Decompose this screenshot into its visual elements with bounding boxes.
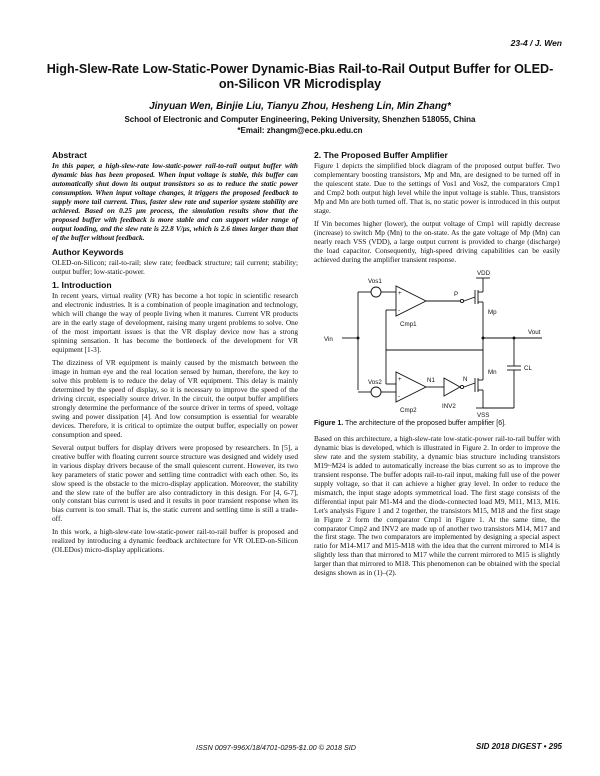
cl-label: CL xyxy=(524,365,532,373)
right-column xyxy=(314,150,560,582)
vdd-label: VDD xyxy=(477,270,491,278)
section2-paragraph-2: If Vin becomes higher (lower), the output voltage of Cmp1 will rapidly decrease (increase) to switch Mp (Mn) to the on-state. As the gate voltage of Mp (Mn) can nearly reach VSS (VDD), a large output current is provided to charge (discharge) the load capacitor. Consequently, high-speed driving capabilities can be easily achieved during the amplifier transient response. xyxy=(314,218,560,264)
circuit-diagram xyxy=(314,268,560,418)
vos1-label: Vos1 xyxy=(368,278,382,286)
paper-title: High-Slew-Rate Low-Static-Power Dynamic-Bias Rail-to-Rail Output Buffer for OLED-on-Silicon VR Microdisplay xyxy=(46,62,554,91)
email-line: *Email: zhangm@ece.pku.edu.cn xyxy=(237,125,363,135)
inv2-label: INV2 xyxy=(442,403,456,411)
vos2-source xyxy=(371,387,381,397)
figure-1-caption xyxy=(314,420,560,429)
section2-paragraph-1: Figure 1 depicts the simplified block diagram of the proposed output buffer. Two complementary boosting transistors, Mp and Mn, are designed to be turned off in the quiescent state. Due to the settings of Vos1 and Vos2, the comparators Cmp1 and Cmp2 both output high level while the input voltage is stable. Thus, transistors Mp and Mn are both turned off. That is, no static power is introduced in this output stage. xyxy=(314,161,560,215)
digest-footer: SID 2018 DIGEST • 295 xyxy=(476,742,562,751)
cmp1-plus-sign: + xyxy=(398,290,402,298)
caption-text: The architecture of the proposed buffer amplifier [6]. xyxy=(345,420,506,428)
affiliation xyxy=(40,115,560,136)
intro-paragraph-1: In recent years, virtual reality (VR) has become a hot topic in scientific research and electronic industries. It is a combination of people imagination and technology, which will change the way of people living when it matures. Current VR products are in the early stage of development, raising many urgent problems to solve. One of the most important issues is that the VR display device now has a strong spinning sensation. It has become the bottleneck of the development for VR equipment [1-3]. xyxy=(52,291,298,355)
caption-label: Figure 1. xyxy=(314,420,344,428)
inv2-triangle xyxy=(444,378,460,396)
affiliation-line: School of Electronic and Computer Engineering, Peking University, Shenzhen 518055, China xyxy=(124,115,476,124)
intro-paragraph-4: In this work, a high-slew-rate low-static-power rail-to-rail buffer is proposed and realized by introducing a dynamic feedback architecture for VR OLED-on-Silicon (OLEDos) micro-display applications. xyxy=(52,527,298,555)
vout-label: Vout xyxy=(528,329,541,337)
figure-1-circuit xyxy=(314,268,560,418)
p-node-label: P xyxy=(454,291,459,299)
intro-paragraph-3: Several output buffers for display drivers were proposed by researchers. In [5], a creative buffer with floating current source structure was designed and widely used in various display drivers because of the small quiescent current. However, its two key parameters of static power and settling time contradict with each other. So, its slow speed is the obstacle to the micro-display application. Moreover, the stability and the slew rate of the buffer are also contradictory in this design. For [4, 6-7], only constant bias current is used and it results in poor transient response when its bias current is too small. That is, the static current and settling time is still a trade-off. xyxy=(52,442,298,524)
n1-node-label: N1 xyxy=(427,377,435,385)
running-header: 23-4 / J. Wen xyxy=(510,38,562,48)
n-node-label: N xyxy=(463,376,468,384)
cmp1-minus-sign: - xyxy=(398,307,401,315)
intro-paragraph-2: The dizziness of VR equipment is mainly caused by the mismatch between the image in human eye and the real location sensed by human, therefore, the key to solve this problem is to reduce the delay of VR equipment. This delay is mainly determined by the speed of display, so it is necessary to improve the speed of the driving circuit, especially source driver. In the circuit, the output buffer amplifiers strongly determine the performance of the source driver in terms of speed, voltage swing and power dissipation [4]. And low consumption is essential for wearable devices. Therefore, it is critical to optimize the output buffer, especially on power consumption and speed. xyxy=(52,358,298,439)
cmp1-label: Cmp1 xyxy=(400,321,417,329)
mn-label: Mn xyxy=(488,369,497,377)
keywords-heading: Author Keywords xyxy=(52,246,124,257)
vin-label: Vin xyxy=(324,336,333,344)
section2-paragraph-3: Based on this architecture, a high-slew-rate low-static-power rail-to-rail buffer with dynamic bias is developed, which is illustrated in Figure 2. In order to improve the slew rate and the system stability, a dynamic bias structure including transistors M19~M24 is added to automatically increase the bias current so as to improve the transient response. The buffer adopts rail-to-rail input, making full use of the power supply voltage, so that it can achieve a higher gray level. In order to reduce the mismatch, the input stage adopts symmetrical load. The first stage consists of the differential input pair M1-M4 and the diode-connected load M9, M11, M13, M16. Let's analysis Figure 1 and 2 together, the transistors M15, M18 and the first stage in Figure 2 form the comparator Cmp1 in Figure 1. At the same time, the comparator Cmp2 and INV2 are made up of another two transistors M14, M17 and the first stage. The two comparators are implemented by designing a special aspect ratio for M14-M17 and M15-M18 with the idea that the current mirrored to M14 is slightly less than that mirrored to M17 while the current mirrored to M15 is slightly larger than that mirrored to M18. This phenomenon can be obtained with the special designs shown as in (1)–(2). xyxy=(314,433,560,578)
p-node xyxy=(460,300,463,303)
cmp2-minus-sign: - xyxy=(398,393,401,401)
vos1-source xyxy=(371,287,381,297)
abstract-heading: Abstract xyxy=(52,150,87,160)
vss-label: VSS xyxy=(477,412,490,419)
abstract-text: In this paper, a high-slew-rate low-static-power rail-to-rail output buffer with dynamic bias has been proposed. When input voltage is stable, this buffer can automatically shut down its output transistors so as to reduce the static power consumption. When input voltage changes, it triggers the proposed feedback to supply more tail current. Thus, faster slew rate and superior system stability are achieved. Based on 0.25 μm process, the simulation results show that the proposed buffer with feedback is more stable and can support wider range of output loading, and the slew rate is 22.8 V/μs, which is 2.6 times larger than that of the buffer without feedback. xyxy=(52,161,298,242)
intro-heading: 1. Introduction xyxy=(52,280,112,291)
mp-label: Mp xyxy=(488,309,497,317)
keywords-text: OLED-on-Silicon; rail-to-rail; slew rate; feedback structure; tail current; stability; output buffer; low-static-power. xyxy=(52,257,298,276)
cmp2-label: Cmp2 xyxy=(400,407,417,415)
issn-footer: ISSN 0097-996X/18/4701-0295-$1.00 © 2018 SID xyxy=(196,743,356,752)
author-list: Jinyuan Wen, Binjie Liu, Tianyu Zhou, Hesheng Lin, Min Zhang* xyxy=(149,101,451,112)
section2-heading: 2. The Proposed Buffer Amplifier xyxy=(314,150,448,160)
left-column xyxy=(52,150,298,559)
cmp2-plus-sign: + xyxy=(398,376,402,384)
vos2-label: Vos2 xyxy=(368,379,382,387)
